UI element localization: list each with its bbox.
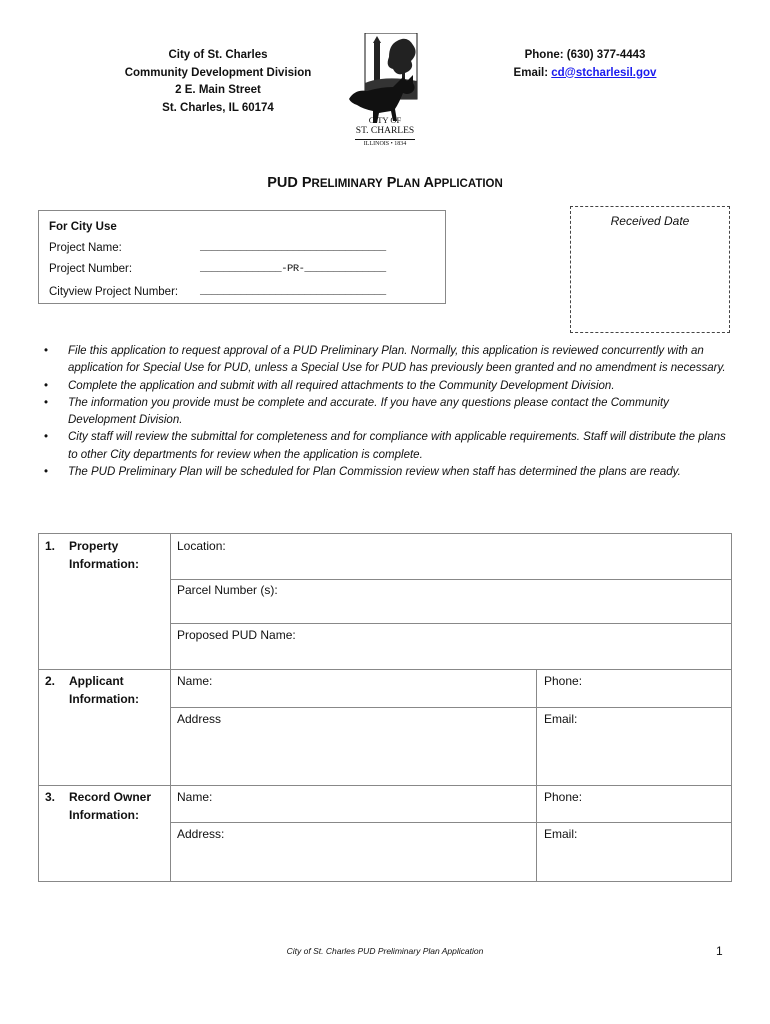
list-item-text: File this application to request approval of a PUD Preliminary Plan. Normally, this application is reviewed concurrently with an application for Special Use for PUD, unless a Special Use for PUD has previously been granted and no amendment is necessary.	[68, 345, 726, 375]
section-title: Applicant Information:	[69, 674, 139, 706]
row-divider	[170, 579, 732, 580]
cityview-number-label: Cityview Project Number:	[49, 286, 179, 298]
address-line-city: City of St. Charles	[168, 49, 268, 61]
section-divider	[39, 669, 732, 670]
section-title: Property Information:	[69, 539, 139, 571]
bullet-icon: •	[44, 466, 49, 479]
list-item	[38, 343, 728, 378]
project-number-label: Project Number:	[49, 263, 133, 275]
title-word-pud: PUD	[267, 175, 298, 191]
footer-text: City of St. Charles PUD Preliminary Plan Application	[286, 946, 484, 956]
list-item-text: The information you provide must be complete and accurate. If you have any questions please contact the Community Development Division.	[68, 396, 669, 427]
contact-info	[500, 47, 670, 82]
address-line-street: 2 E. Main Street	[175, 84, 261, 96]
applicant-name-field[interactable]: Name:	[177, 674, 213, 688]
instructions-list	[38, 343, 728, 481]
list-item-text: City staff will review the submittal for completeness and for compliance with applicable requirements. Staff will distribute the plans to other City departments for review when the application is complete.	[68, 431, 726, 461]
title-word-reliminary: RELIMINARY	[311, 178, 383, 190]
location-field[interactable]: Location:	[177, 539, 226, 553]
address-line-citystate: St. Charles, IL 60174	[162, 101, 274, 114]
logo-divider	[355, 139, 415, 140]
title-word-a: A	[423, 175, 434, 191]
bullet-icon: •	[44, 431, 49, 444]
parcel-number-field[interactable]: Parcel Number (s):	[177, 583, 278, 597]
row-divider	[170, 822, 732, 823]
list-item	[38, 395, 728, 430]
title-word-p2: P	[386, 175, 397, 191]
section-divider	[39, 785, 732, 786]
title-word-lan: LAN	[396, 178, 421, 190]
owner-name-field[interactable]: Name:	[177, 790, 213, 804]
address-line-division: Community Development Division	[124, 66, 312, 79]
list-item	[38, 378, 728, 395]
page-title	[0, 175, 770, 191]
logo-text-city-of: CITY OF	[368, 115, 402, 125]
received-date-label: Received Date	[610, 214, 690, 228]
page-number: 1	[716, 944, 723, 958]
section-number: 3.	[45, 790, 56, 804]
owner-phone-field[interactable]: Phone:	[544, 790, 583, 804]
email-line	[500, 65, 670, 83]
applicant-email-field[interactable]: Email:	[544, 712, 578, 726]
application-form	[38, 533, 732, 882]
received-date-box	[570, 206, 730, 333]
project-name-line: ________________________________	[200, 242, 386, 254]
proposed-pud-name-field[interactable]: Proposed PUD Name:	[177, 628, 296, 642]
list-item-text: The PUD Preliminary Plan will be scheduled for Plan Commission review when staff has determined the plans are ready.	[68, 466, 681, 479]
owner-email-field[interactable]: Email:	[544, 827, 578, 841]
applicant-address-field[interactable]: Address	[177, 712, 222, 726]
logo-text-illinois: ILLINOIS • 1834	[363, 141, 407, 147]
bullet-icon: •	[44, 396, 49, 409]
project-number-line: ______________-PR-______________	[200, 263, 386, 275]
title-word-p: P	[301, 175, 312, 191]
title-word-pplication: PPLICATION	[434, 178, 503, 190]
section-number: 1.	[45, 539, 56, 553]
row-divider	[170, 707, 732, 708]
city-use-box	[38, 210, 446, 304]
column-divider	[536, 669, 537, 881]
logo-text-st-charles: ST. CHARLES	[355, 126, 415, 136]
section-title: Record Owner Information:	[69, 790, 152, 822]
city-logo	[345, 33, 425, 151]
bullet-icon: •	[44, 379, 49, 392]
section-number: 2.	[45, 674, 56, 688]
list-item	[38, 429, 728, 464]
list-item	[38, 464, 728, 481]
bullet-icon: •	[44, 345, 49, 357]
owner-address-field[interactable]: Address:	[177, 827, 225, 841]
email-link[interactable]: cd@stcharlesil.gov	[551, 66, 657, 79]
division-address	[88, 47, 348, 117]
phone-text: Phone: (630) 377-4443	[524, 49, 646, 61]
cityview-number-line: ________________________________	[200, 286, 386, 298]
row-divider	[170, 623, 732, 624]
list-item-text: Complete the application and submit with all required attachments to the Community Development Division.	[68, 379, 615, 392]
project-name-label: Project Name:	[49, 242, 122, 254]
city-use-heading: For City Use	[49, 221, 117, 233]
email-label: Email:	[513, 66, 552, 79]
applicant-phone-field[interactable]: Phone:	[544, 674, 583, 688]
